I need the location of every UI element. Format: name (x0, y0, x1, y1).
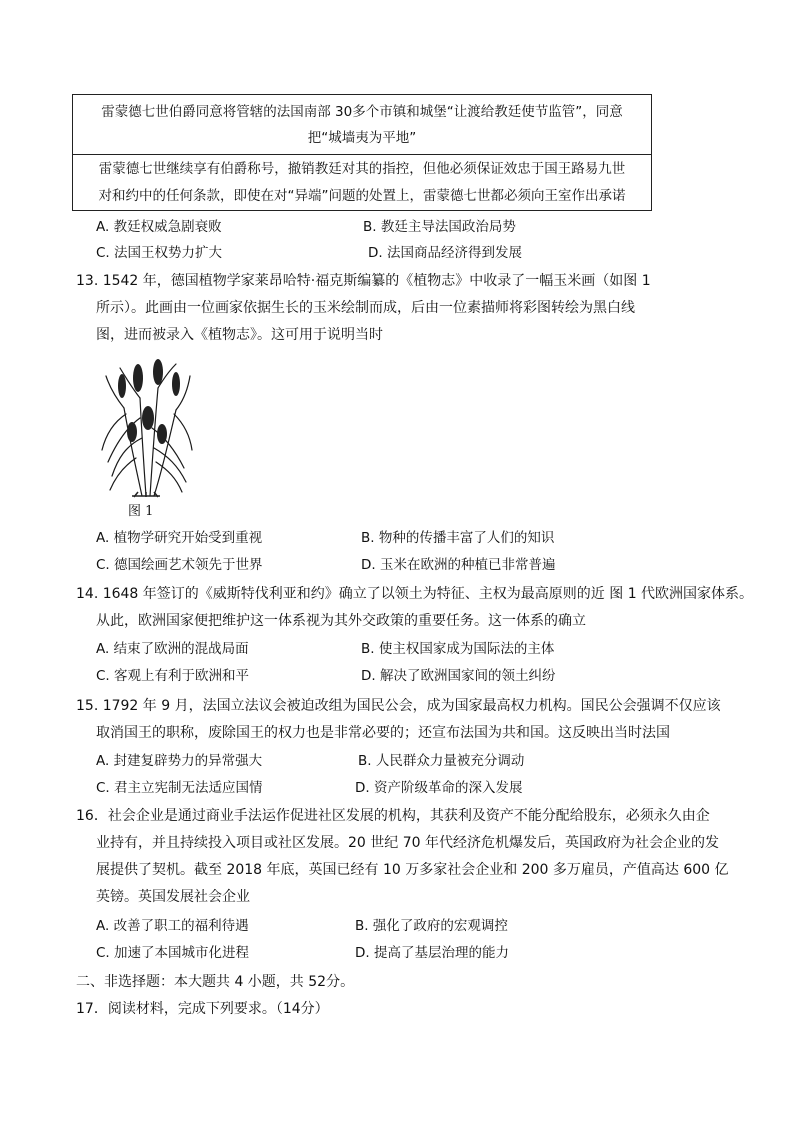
q14-option-a: A. 结束了欧洲的混战局面 (96, 641, 249, 657)
q16-option-a: A. 改善了职工的福利待遇 (96, 918, 249, 934)
q13-line2: 所示）。此画由一位画家依据生长的玉米绘制而成，后由一位素描师将彩图转绘为黑白线 (96, 300, 635, 316)
q13-option-b: B. 物种的传播丰富了人们的知识 (361, 530, 555, 546)
q16-line4: 英镑。英国发展社会企业 (96, 889, 250, 905)
q14-option-c: C. 客观上有利于欧洲和平 (96, 668, 250, 684)
q16-line1: 16．社会企业是通过商业手法运作促进社区发展的机构，其获利及资产不能分配给股东，必须永久由企 (76, 808, 710, 824)
material-table (72, 94, 652, 211)
table-row2-line2: 对和约中的任何条款，即使在对“异端”问题的处置上，雷蒙德七世都必须向王室作出承诺 (98, 188, 626, 204)
table-row1-line2: 把“城墙夷为平地” (307, 130, 417, 146)
q15-option-a: A. 封建复辟势力的异常强大 (96, 753, 263, 769)
q14-line1: 14. 1648 年签订的《威斯特伐利亚和约》确立了以领土为特征、主权为最高原则的近 图 1 代欧洲国家体系。 (76, 586, 754, 602)
q13-option-a: A. 植物学研究开始受到重视 (96, 530, 263, 546)
q13-line1: 13. 1542 年，德国植物学家莱昂哈特·福克斯编纂的《植物志》中收录了一幅玉米画（如图 1 (76, 273, 651, 289)
q17-line1: 17．阅读材料，完成下列要求。（14分） (76, 1001, 329, 1017)
q12-option-c: C. 法国王权势力扩大 (96, 245, 223, 261)
section2-heading: 二、非选择题：本大题共 4 小题，共 52分。 (76, 974, 355, 990)
q16-option-c: C. 加速了本国城市化进程 (96, 945, 250, 961)
q14-option-b: B. 使主权国家成为国际法的主体 (361, 641, 555, 657)
table-divider (73, 154, 651, 155)
q13-line3: 图，进而被录入《植物志》。这可用于说明当时 (96, 327, 383, 343)
q15-line1: 15. 1792 年 9 月，法国立法议会被迫改组为国民公会，成为国家最高权力机构。国民公会强调不仅应该 (76, 698, 721, 714)
q16-option-b: B. 强化了政府的宏观调控 (355, 918, 508, 934)
q15-option-b: B. 人民群众力量被充分调动 (358, 753, 525, 769)
q13-option-c: C. 德国绘画艺术领先于世界 (96, 557, 263, 573)
q15-option-c: C. 君主立宪制无法适应国情 (96, 780, 263, 796)
q16-line3: 展提供了契机。截至 2018 年底，英国已经有 10 万多家社会企业和 200 多万雇员，产值高达 600 亿 (96, 862, 729, 878)
q12-option-a: A. 教廷权威急剧衰败 (96, 219, 222, 235)
table-row1-line1: 雷蒙德七世伯爵同意将管辖的法国南部 30多个市镇和城堡“让渡给教廷使节监管”，同意 (101, 104, 623, 120)
q14-line2: 从此，欧洲国家便把维护这一体系视为其外交政策的重要任务。这一体系的确立 (96, 613, 586, 629)
q15-option-d: D. 资产阶级革命的深入发展 (355, 780, 523, 796)
figure-caption: 图 1 (128, 504, 154, 519)
corn-plant-figure (96, 358, 196, 498)
q15-line2: 取消国王的职称，废除国王的权力也是非常必要的；还宣布法国为共和国。这反映出当时法国 (96, 725, 670, 741)
q13-option-d: D. 玉米在欧洲的种植已非常普遍 (361, 557, 556, 573)
q16-option-d: D. 提高了基层治理的能力 (355, 945, 509, 961)
q12-option-b: B. 教廷主导法国政治局势 (363, 219, 516, 235)
q14-option-d: D. 解决了欧洲国家间的领土纠纷 (361, 668, 556, 684)
q16-line2: 业持有，并且持续投入项目或社区发展。20 世纪 70 年代经济危机爆发后，英国政府为社会企业的发 (96, 835, 719, 851)
q12-option-d: D. 法国商品经济得到发展 (368, 245, 522, 261)
table-row2-line1: 雷蒙德七世继续享有伯爵称号，撤销教廷对其的指控，但他必须保证效忠于国王路易九世 (98, 161, 626, 177)
